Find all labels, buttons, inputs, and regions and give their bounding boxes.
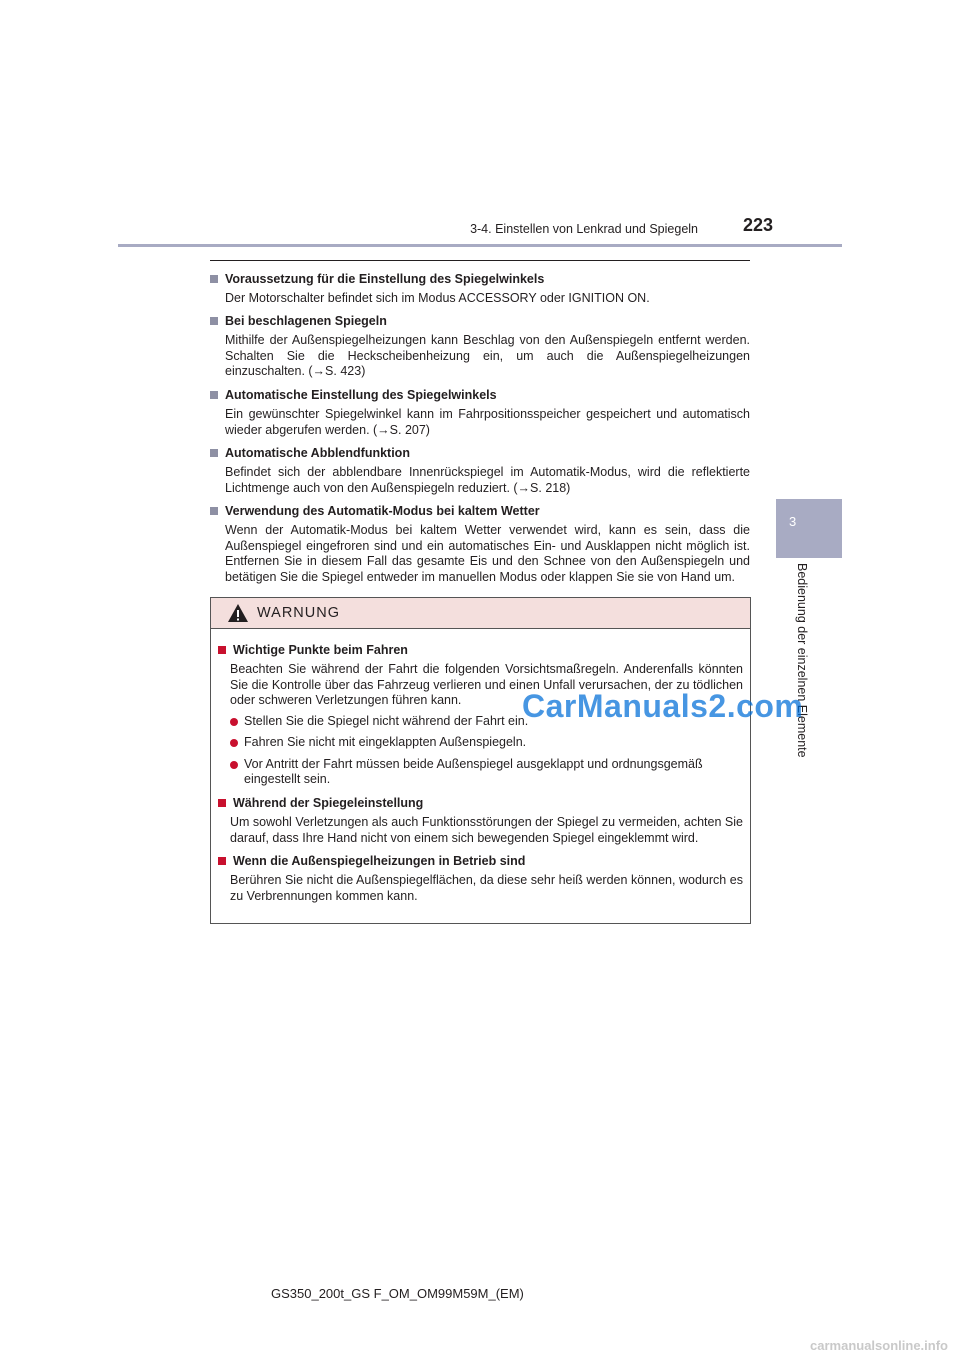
square-bullet-icon bbox=[210, 317, 218, 325]
footer-document-code: GS350_200t_GS F_OM_OM99M59M_(EM) bbox=[271, 1286, 524, 1301]
section-body: Ein gewünschter Spiegelwinkel kann im Fahrpositionsspeicher gespeichert und automatisch wieder abgerufen werden. (→S. 207) bbox=[225, 407, 750, 437]
warning-bullet bbox=[230, 735, 743, 751]
warning-item-heading: Während der Spiegeleinstellung bbox=[233, 796, 424, 810]
section-heading: Automatische Einstellung des Spiegelwinkels bbox=[225, 388, 497, 402]
round-bullet-icon bbox=[230, 761, 238, 769]
section-abblendfunktion bbox=[210, 444, 750, 496]
warning-header bbox=[211, 598, 750, 629]
square-bullet-icon bbox=[218, 857, 226, 865]
page-number: 223 bbox=[743, 215, 774, 235]
square-bullet-icon bbox=[218, 799, 226, 807]
chapter-number: 3 bbox=[789, 514, 797, 529]
warning-triangle-icon bbox=[227, 603, 249, 623]
warning-box bbox=[210, 597, 751, 924]
square-bullet-icon bbox=[210, 275, 218, 283]
section-heading: Bei beschlagenen Spiegeln bbox=[225, 314, 387, 328]
round-bullet-icon bbox=[230, 739, 238, 747]
warning-title: WARNUNG bbox=[257, 605, 340, 621]
section-body: Der Motorschalter befindet sich im Modus ACCESSORY oder IGNITION ON. bbox=[225, 291, 650, 305]
square-bullet-icon bbox=[210, 507, 218, 515]
section-body: Wenn der Automatik-Modus bei kaltem Wetter verwendet wird, kann es sein, dass die Außenspiegel eingefroren sind und ein automatisches Ein- und Ausklappen nicht möglich ist. Entfernen Sie in diesem Fall das gesamte Eis und den Schnee von den Außenspiegeln und betätigen Sie die Spiegel entweder im manuellen Modus oder klappen Sie sie von Hand um. bbox=[225, 523, 750, 584]
warning-item-body: Um sowohl Verletzungen als auch Funktionsstörungen der Spiegel zu vermeiden, achten Sie darauf, dass Ihre Hand nicht von einem sich bewegenden Spiegel eingeklemmt wird. bbox=[230, 815, 743, 845]
section-voraussetzung bbox=[210, 270, 750, 307]
footer-site[interactable]: carmanualsonline.info bbox=[810, 1338, 948, 1353]
bullet-text: Fahren Sie nicht mit eingeklappten Außenspiegeln. bbox=[244, 735, 527, 749]
warning-item-heading: Wichtige Punkte beim Fahren bbox=[233, 643, 408, 657]
square-bullet-icon bbox=[210, 391, 218, 399]
bullet-text: Vor Antritt der Fahrt müssen beide Außenspiegel ausgeklappt und ordnungsgemäß eingestellt sein. bbox=[244, 756, 703, 786]
content-rule bbox=[210, 260, 750, 261]
section-heading: Automatische Abblendfunktion bbox=[225, 446, 410, 460]
warning-item-heading: Wenn die Außenspiegelheizungen in Betrieb sind bbox=[233, 854, 526, 868]
section-body: Befindet sich der abblendbare Innenrückspiegel im Automatik-Modus, wird die reflektierte Lichtmenge auch von den Außenspiegeln reduziert. (→S. 218) bbox=[225, 465, 750, 495]
section-kaltes-wetter bbox=[210, 502, 750, 585]
section-body: Mithilfe der Außenspiegelheizungen kann Beschlag von den Außenspiegeln entfernt werden. Schalten Sie die Heckscheibenheizung ein, um auch die Außenspiegelheizungen einzuschalten. (→S. 423) bbox=[225, 333, 750, 378]
header-rule bbox=[118, 244, 842, 247]
warning-item-body: Beachten Sie während der Fahrt die folgenden Vorsichtsmaßregeln. Anderenfalls könnten Sie die Kontrolle über das Fahrzeug verlieren und einen Unfall verursachen, der zu tödlichen oder schweren Verletzungen führen kann. bbox=[230, 662, 743, 707]
section-beschlagen bbox=[210, 312, 750, 380]
section-heading: Verwendung des Automatik-Modus bei kaltem Wetter bbox=[225, 504, 540, 518]
square-bullet-icon bbox=[210, 449, 218, 457]
warning-item-heizungen bbox=[218, 852, 743, 904]
square-bullet-icon bbox=[218, 646, 226, 654]
bullet-text: Stellen Sie die Spiegel nicht während der Fahrt ein. bbox=[244, 713, 529, 728]
watermark: CarManuals2.com bbox=[522, 688, 804, 724]
warning-item-spiegeleinstellung bbox=[218, 794, 743, 846]
section-heading: Voraussetzung für die Einstellung des Spiegelwinkels bbox=[225, 272, 545, 286]
warning-item-body: Berühren Sie nicht die Außenspiegelflächen, da diese sehr heiß werden können, wodurch es zu Verbrennungen kommen kann. bbox=[230, 873, 743, 903]
round-bullet-icon bbox=[230, 718, 238, 726]
section-automatische-einstellung bbox=[210, 386, 750, 438]
chapter-tab bbox=[776, 499, 842, 558]
running-header: 3-4. Einstellen von Lenkrad und Spiegeln bbox=[470, 222, 698, 236]
warning-bullet bbox=[230, 757, 743, 788]
chapter-title: Bedienung der einzelnen Elemente bbox=[795, 563, 809, 758]
